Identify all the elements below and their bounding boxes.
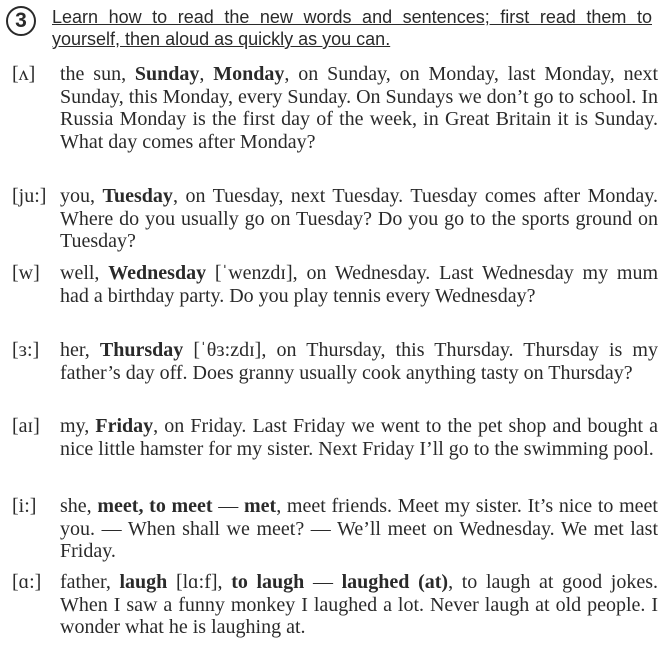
headword: met bbox=[244, 495, 277, 517]
phonetic-symbol: [ɑ:] bbox=[12, 571, 42, 593]
headword: Wednesday bbox=[108, 262, 207, 284]
exercise-number: 3 bbox=[6, 6, 36, 36]
text-run: you, bbox=[60, 185, 103, 207]
phonetic-symbol: [ʌ] bbox=[12, 63, 36, 85]
headword: Friday bbox=[95, 415, 154, 437]
phonetic-symbol: [aɪ] bbox=[12, 415, 40, 437]
headword: Sunday bbox=[134, 63, 200, 85]
phonetic-symbol: [ju:] bbox=[12, 185, 47, 207]
text-run: — bbox=[304, 571, 342, 593]
text-run: [ˈθɜ:zdɪ], on Thursday, this Thursday. Thursday is my father’s day off. Does granny usually cook anything tasty on Thursday? bbox=[60, 339, 658, 384]
headword: meet, to meet bbox=[97, 495, 213, 517]
text-run: , bbox=[199, 63, 214, 85]
entry-text bbox=[60, 339, 658, 384]
text-run: the sun, bbox=[60, 63, 135, 85]
text-run: father, bbox=[60, 571, 120, 593]
entry-er bbox=[12, 339, 658, 384]
text-run: she, bbox=[60, 495, 98, 517]
headword: laughed (at) bbox=[341, 571, 449, 593]
text-run: , on Tuesday, next Tuesday. Tuesday comes after Monday. Where do you usually go on Tuesday? Do you go to the sports ground on Tuesday? bbox=[60, 185, 658, 253]
text-run: her, bbox=[60, 339, 100, 361]
headword: Monday bbox=[213, 63, 285, 85]
text-run: , meet friends. Meet my sister. It’s nice to meet you. — When shall we meet? — We’ll meet on Wednesday. We met last Friday. bbox=[60, 495, 658, 563]
exercise-instruction: Learn how to read the new words and sentences; first read them to yourself, then aloud as quickly as you can. bbox=[52, 7, 652, 49]
entry-a bbox=[12, 571, 658, 639]
headword: to laugh bbox=[231, 571, 305, 593]
phonetic-symbol: [w] bbox=[12, 262, 40, 284]
headword: laugh bbox=[119, 571, 168, 593]
entry-ʌ bbox=[12, 63, 658, 153]
entry-ai bbox=[12, 415, 658, 460]
text-run: [ˈwenzdɪ], on Wednesday. Last Wednesday my mum had a birthday party. Do you play tennis every Wednesday? bbox=[60, 262, 659, 307]
text-run: , on Friday. Last Friday we went to the pet shop and bought a nice little hamster for my sister. Next Friday I’ll go to the swimming pool. bbox=[60, 415, 658, 460]
entry-text bbox=[60, 63, 658, 153]
text-run: my, bbox=[60, 415, 96, 437]
phonetic-symbol: [ɜ:] bbox=[12, 339, 40, 361]
text-run: — bbox=[212, 495, 244, 517]
text-run: [lɑ:f], bbox=[167, 571, 232, 593]
text-run: , on Sunday, on Monday, last Monday, next Sunday, this Monday, every Sunday. On Sundays we don’t go to school. In Russia Monday is the first day of the week, in Great Britain it is Sunday. What day comes after Monday? bbox=[60, 63, 658, 153]
entry-text bbox=[60, 495, 658, 563]
entry-text bbox=[60, 185, 658, 253]
headword: Thursday bbox=[99, 339, 184, 361]
phonetic-symbol: [i:] bbox=[12, 495, 37, 517]
entry-w bbox=[12, 262, 658, 307]
entry-text bbox=[60, 415, 658, 460]
entry-ju bbox=[12, 185, 658, 253]
text-run: well, bbox=[60, 262, 109, 284]
entry-text bbox=[60, 571, 658, 639]
headword: Tuesday bbox=[102, 185, 173, 207]
text-run: , to laugh at good jokes. When I saw a funny monkey I laughed a lot. Never laugh at old people. I wonder what he is laughing at. bbox=[60, 571, 658, 639]
entry-i bbox=[12, 495, 658, 563]
entry-text bbox=[60, 262, 658, 307]
